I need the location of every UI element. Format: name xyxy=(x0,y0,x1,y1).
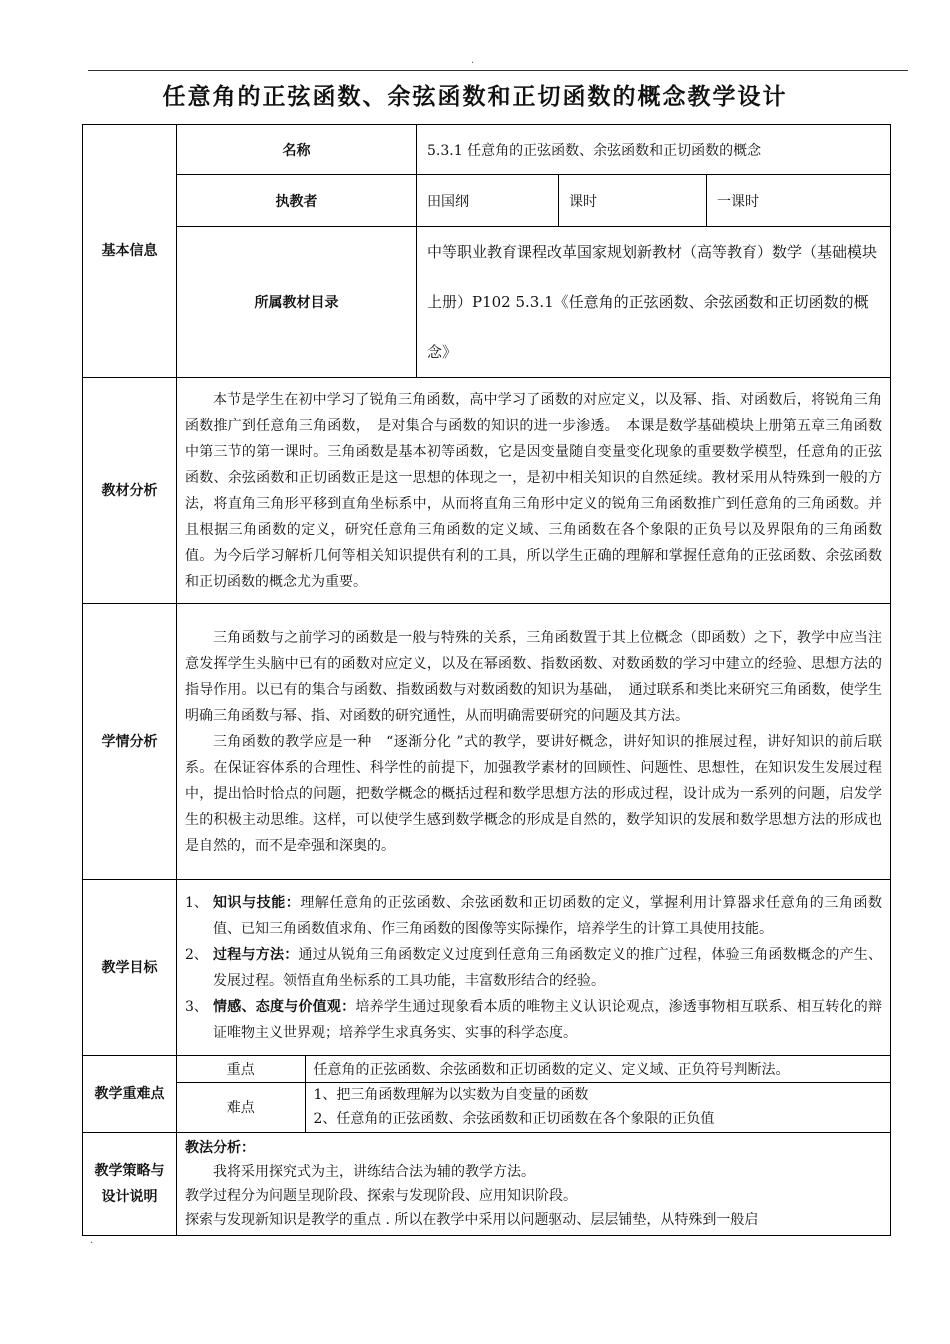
student-analysis-p2: 三角函数的教学应是一种 “逐渐分化 ”式的教学，要讲好概念，讲好知识的推展过程，讲好知识的前后联系。在保证容体系的合理性、科学性的前提下，加强教学素材的回顾性、问题性、思想性，在知识发生发展过程中，提出恰时恰点的问题，把数学概念的概括过程和数学思想方法的形成过程，设计成为一系列的问题，启发学生的积极主动思维。这样，可以使学生感到数学概念的形成是自然的，数学知识的发展和数学思想方法的形成也是自然的，而不是牵强和深奥的。 xyxy=(185,733,883,854)
student-analysis-label: 学情分析 xyxy=(83,604,177,880)
method-heading: 教法分析： xyxy=(185,1140,255,1156)
teaching-goals-label: 教学目标 xyxy=(83,880,177,1056)
teacher-value: 田国纲 xyxy=(417,175,559,227)
textbook-label: 所属教材目录 xyxy=(177,227,417,378)
strategy-line: 教学过程分为问题呈现阶段、探索与发现阶段、应用知识阶段。 xyxy=(185,1188,577,1204)
difficult-point-text xyxy=(305,1082,890,1132)
page-title: 任意角的正弦函数、余弦函数和正切函数的概念教学设计 xyxy=(162,84,788,110)
strategy-text xyxy=(177,1133,891,1236)
key-difficult-cell xyxy=(177,1056,891,1133)
period-label: 课时 xyxy=(559,175,707,227)
header-dot: · xyxy=(471,58,475,69)
difficult-point-label: 难点 xyxy=(177,1082,305,1132)
footer-dot: · xyxy=(90,1238,94,1249)
student-analysis-text xyxy=(177,604,891,880)
difficult-item: 1、把三角函数理解为以实数为自变量的函数 xyxy=(313,1087,589,1104)
student-analysis-p1: 三角函数与之前学习的函数是一般与特殊的关系，三角函数置于其上位概念（即函数）之下，教学中应当注意发挥学生头脑中已有的函数对应定义，以及在幂函数、指数函数、对数函数的学习中建立的经验、思想方法的指导作用。以已有的集合与函数、指数函数与对数函数的知识为基础， 通过联系和类比来研究三角函数，使学生明确三角函数与幂、指、对函数的研究通性，从而明确需要研究的问题及其方法。 xyxy=(185,629,883,724)
period-value: 一课时 xyxy=(707,175,891,227)
lesson-table xyxy=(82,124,891,1236)
teacher-label: 执教者 xyxy=(177,175,417,227)
strategy-line: 探索与发现新知识是教学的重点 . 所以在教学中采用以问题驱动、层层铺垫，从特殊到一般启 xyxy=(185,1212,759,1228)
key-difficult-label: 教学重难点 xyxy=(83,1056,177,1133)
goal-item: 3、 情感、态度与价值观：培养学生通过现象看本质的唯物主义认识论观点，渗透事物相互联系、相互转化的辩证唯物主义世界观；培养学生求真务实、实事的科学态度。 xyxy=(185,998,883,1041)
material-analysis-text: 本节是学生在初中学习了锐角三角函数，高中学习了函数的对应定义，以及幂、指、对函数后，将锐角三角函数推广到任意角三角函数， 是对集合与函数的知识的进一步渗透。 本课是数学基础模块上册第五章三角函数中第三节的第一课时。三角函数是基本初等函数，它是因变量随自变量变化现象的重要数学模型，任意角的正弦函数、余弦函数和正切函数正是这一思想的体现之一，是初中相关知识的自然延续。教材采用从特殊到一般的方法，将直角三角形平移到直角坐标系中，从而将直角三角形中定义的锐角三角函数推广到任意角的三角函数。并且根据三角函数的定义，研究任意角三角函数的定义域、三角函数在各个象限的正负号以及界限角的三角函数值。为今后学习解析几何等相关知识提供有利的工具，所以学生正确的理解和掌握任意角的正弦函数、余弦函数和正切函数的概念尤为重要。 xyxy=(177,378,891,604)
key-point-label: 重点 xyxy=(177,1056,305,1082)
material-analysis-label: 教材分析 xyxy=(83,378,177,604)
textbook-value: 中等职业教育课程改革国家规划新教材（高等教育）数学（基础模块 上册）P102 5.3.1《任意角的正弦函数、余弦函数和正切函数的概念》 xyxy=(417,227,891,378)
header-rule xyxy=(88,70,908,71)
name-label: 名称 xyxy=(177,125,417,175)
key-point-text: 任意角的正弦函数、余弦函数和正切函数的定义、定义域、正负符号判断法。 xyxy=(305,1056,890,1082)
teaching-goals xyxy=(177,880,891,1056)
strategy-label: 教学策略与设计说明 xyxy=(83,1133,177,1236)
basic-info-label: 基本信息 xyxy=(83,125,177,378)
goal-item: 2、 过程与方法：通过从锐角三角函数定义过度到任意角三角函数定义的推广过程，体验三角函数概念的产生、发展过程。领悟直角坐标系的工具功能，丰富数形结合的经验。 xyxy=(185,946,883,989)
goal-item: 1、 知识与技能：理解任意角的正弦函数、余弦函数和正切函数的定义，掌握利用计算器求任意角的三角函数值、已知三角函数值求角、作三角函数的图像等实际操作，培养学生的计算工具使用技能。 xyxy=(185,894,883,937)
difficult-item: 2、任意角的正弦函数、余弦函数和正切函数在各个象限的正负值 xyxy=(313,1111,715,1128)
strategy-line: 我将采用探究式为主，讲练结合法为辅的教学方法。 xyxy=(213,1164,535,1180)
name-value: 5.3.1 任意角的正弦函数、余弦函数和正切函数的概念 xyxy=(417,125,891,175)
